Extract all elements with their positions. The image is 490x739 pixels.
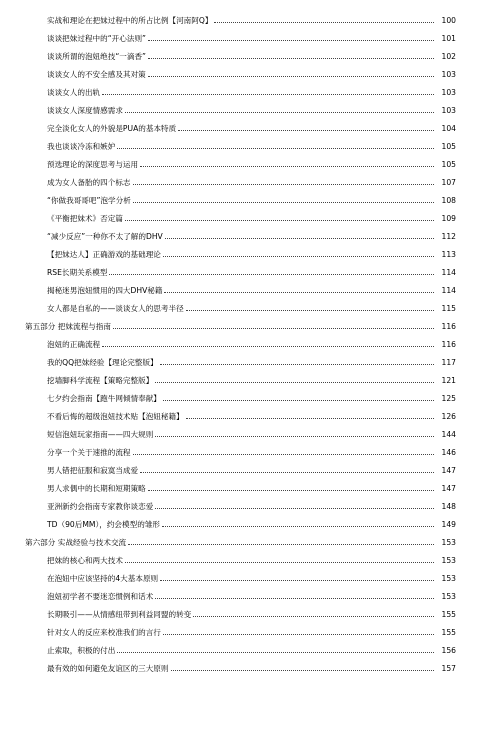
toc-dot-leader [165, 238, 434, 239]
toc-dot-leader [133, 184, 434, 185]
toc-entry-title: 成为女人备胎的四个标志 [47, 178, 131, 187]
toc-page-number: 148 [441, 502, 456, 511]
toc-dot-leader [155, 508, 434, 509]
toc-dot-leader [178, 130, 434, 131]
toc-page-number: 153 [441, 592, 456, 601]
toc-entry[interactable] [0, 332, 490, 350]
toc-dot-leader [164, 292, 434, 293]
toc-entry[interactable] [0, 224, 490, 242]
table-of-contents [0, 8, 490, 674]
toc-page-number: 156 [441, 646, 456, 655]
toc-entry[interactable] [0, 656, 490, 674]
toc-entry-title: 第五部分 把妹流程与指南 [25, 322, 111, 331]
toc-page-number: 125 [441, 394, 456, 403]
toc-entry-title: 完全淡化女人的外貌是PUA的基本特质 [47, 124, 177, 133]
toc-entry-title: RSE长期关系模型 [47, 268, 108, 277]
toc-dot-leader [133, 202, 434, 203]
toc-entry[interactable] [0, 476, 490, 494]
toc-entry-title: 谈谈女人的出轨 [47, 88, 101, 97]
toc-page-number: 108 [441, 196, 456, 205]
toc-page-number: 102 [441, 52, 456, 61]
toc-entry[interactable] [0, 134, 490, 152]
toc-page-number: 112 [441, 232, 456, 241]
toc-dot-leader [186, 418, 434, 419]
toc-dot-leader [125, 562, 434, 563]
toc-entry[interactable] [0, 386, 490, 404]
toc-page-number: 147 [441, 466, 456, 475]
toc-entry[interactable] [0, 44, 490, 62]
toc-entry-title: 长期吸引——从情感纽带到利益同盟的转变 [47, 610, 192, 619]
toc-dot-leader [148, 76, 434, 77]
toc-page-number: 121 [441, 376, 456, 385]
toc-page-number: 155 [441, 610, 456, 619]
toc-dot-leader [163, 634, 434, 635]
toc-entry-title: 我也谈谈冷冻和嫉妒 [47, 142, 116, 151]
toc-page-number: 104 [441, 124, 456, 133]
toc-dot-leader [160, 580, 434, 581]
toc-page-number: 153 [441, 538, 456, 547]
toc-page-number: 126 [441, 412, 456, 421]
toc-page-number: 117 [441, 358, 456, 367]
toc-dot-leader [102, 94, 434, 95]
toc-page-number: 114 [441, 286, 456, 295]
toc-page-number: 101 [441, 34, 456, 43]
toc-entry-title: 《平衡把妹术》否定篇 [47, 214, 123, 223]
toc-entry-title: 谈谈所谓的泡妞绝技“一滴香” [47, 52, 146, 61]
toc-entry[interactable] [0, 584, 490, 602]
toc-section-heading[interactable] [0, 314, 490, 332]
toc-page-number: 144 [441, 430, 456, 439]
toc-entry-title: 短信泡妞玩家指南——四大规则 [47, 430, 154, 439]
toc-entry[interactable] [0, 62, 490, 80]
toc-dot-leader [140, 166, 434, 167]
toc-page-number: 105 [441, 160, 456, 169]
toc-entry[interactable] [0, 26, 490, 44]
toc-entry-title: 针对女人的反应来校准我们的言行 [47, 628, 161, 637]
toc-entry-title: 谈谈女人深度情感需求 [47, 106, 123, 115]
toc-entry-title: “减少反应”一种你不太了解的DHV [47, 232, 163, 241]
toc-entry-title: TD（90后MM），约会模型的雏形 [47, 520, 160, 529]
toc-dot-leader [148, 490, 434, 491]
toc-dot-leader [163, 256, 434, 257]
toc-entry[interactable] [0, 242, 490, 260]
toc-page-number: 116 [441, 322, 456, 331]
toc-entry[interactable] [0, 494, 490, 512]
toc-page-number: 107 [441, 178, 456, 187]
toc-dot-leader [125, 112, 434, 113]
toc-entry[interactable] [0, 404, 490, 422]
toc-dot-leader [214, 22, 434, 23]
toc-dot-leader [162, 526, 434, 527]
toc-dot-leader [160, 364, 434, 365]
toc-page-number: 113 [441, 250, 456, 259]
toc-entry[interactable] [0, 98, 490, 116]
toc-entry-title: “你做我哥哥吧”泡学分析 [47, 196, 131, 205]
toc-page-number: 157 [441, 664, 456, 673]
toc-entry-title: 把妹的核心和两大技术 [47, 556, 123, 565]
toc-page-number: 153 [441, 574, 456, 583]
toc-dot-leader [109, 274, 434, 275]
toc-entry-title: 最有效的如何避免友谊区的三大原则 [47, 664, 169, 673]
toc-page-number: 115 [441, 304, 456, 313]
toc-entry[interactable] [0, 188, 490, 206]
toc-entry-title: 男人求偶中的长期和短期策略 [47, 484, 146, 493]
toc-page-number: 155 [441, 628, 456, 637]
toc-entry[interactable] [0, 458, 490, 476]
toc-page-number: 103 [441, 70, 456, 79]
toc-dot-leader [117, 148, 434, 149]
toc-entry-title: 挖墙脚科学流程【策略完整版】 [47, 376, 154, 385]
toc-page-number: 109 [441, 214, 456, 223]
toc-entry-title: 不看后悔的超级泡妞技术贴【泡妞秘籍】 [47, 412, 184, 421]
toc-entry-title: 七夕约会指南【跑牛网倾情奉献】 [47, 394, 161, 403]
toc-entry-title: 预选理论的深度思考与运用 [47, 160, 139, 169]
toc-dot-leader [155, 436, 434, 437]
toc-entry[interactable] [0, 440, 490, 458]
toc-page-number: 149 [441, 520, 456, 529]
toc-entry[interactable] [0, 422, 490, 440]
toc-section-heading[interactable] [0, 530, 490, 548]
toc-dot-leader [140, 472, 434, 473]
toc-page-number: 103 [441, 88, 456, 97]
toc-dot-leader [148, 40, 434, 41]
toc-entry-title: 女人都是自私的——谈谈女人的思考半径 [47, 304, 184, 313]
toc-entry-title: 【把妹达人】正确游戏的基础理论 [47, 250, 161, 259]
toc-entry-title: 谈谈把妹过程中的“开心法则” [47, 34, 146, 43]
toc-dot-leader [193, 616, 434, 617]
toc-entry[interactable] [0, 638, 490, 656]
toc-entry-title: 止索取，积极的付出 [47, 646, 116, 655]
toc-entry[interactable] [0, 368, 490, 386]
toc-page-number: 103 [441, 106, 456, 115]
toc-entry-title: 亚洲新约会指南专家教你谈恋爱 [47, 502, 154, 511]
toc-entry[interactable] [0, 350, 490, 368]
toc-entry-title: 我的QQ把妹经验【理论完整版】 [47, 358, 158, 367]
toc-dot-leader [117, 652, 434, 653]
toc-entry-title: 实战和理论在把妹过程中的所占比例【河南阿Q】 [47, 16, 213, 25]
toc-dot-leader [155, 598, 434, 599]
toc-page-number: 147 [441, 484, 456, 493]
toc-entry[interactable] [0, 566, 490, 584]
toc-page-number: 146 [441, 448, 456, 457]
toc-entry[interactable] [0, 170, 490, 188]
toc-entry[interactable] [0, 116, 490, 134]
toc-entry[interactable] [0, 602, 490, 620]
toc-page-number: 114 [441, 268, 456, 277]
toc-dot-leader [102, 346, 434, 347]
toc-dot-leader [113, 328, 434, 329]
toc-entry[interactable] [0, 8, 490, 26]
toc-dot-leader [133, 454, 434, 455]
toc-dot-leader [125, 220, 434, 221]
toc-entry-title: 分享一个关于速推的流程 [47, 448, 131, 457]
toc-page-number: 153 [441, 556, 456, 565]
toc-dot-leader [171, 670, 435, 671]
toc-dot-leader [163, 400, 434, 401]
toc-entry-title: 揭秘迷男泡妞惯用的四大DHV秘籍 [47, 286, 163, 295]
toc-entry-title: 谈谈女人的不安全感及其对策 [47, 70, 146, 79]
toc-entry-title: 泡妞的正确流程 [47, 340, 101, 349]
toc-dot-leader [186, 310, 434, 311]
toc-entry[interactable] [0, 512, 490, 530]
toc-entry[interactable] [0, 278, 490, 296]
toc-entry-title: 第六部分 实战经验与技术交流 [25, 538, 127, 547]
toc-page-number: 105 [441, 142, 456, 151]
toc-dot-leader [148, 58, 434, 59]
toc-entry[interactable] [0, 80, 490, 98]
toc-dot-leader [128, 544, 434, 545]
toc-entry[interactable] [0, 620, 490, 638]
toc-entry[interactable] [0, 206, 490, 224]
toc-page-number: 116 [441, 340, 456, 349]
toc-page-number: 100 [441, 16, 456, 25]
toc-entry[interactable] [0, 260, 490, 278]
toc-entry-title: 在泡妞中应该坚持的4大基本原则 [47, 574, 159, 583]
toc-entry[interactable] [0, 296, 490, 314]
toc-entry-title: 男人错把征服和寂寞当成爱 [47, 466, 139, 475]
toc-entry[interactable] [0, 548, 490, 566]
toc-entry-title: 泡妞初学者不要迷恋惯例和话术 [47, 592, 154, 601]
toc-dot-leader [155, 382, 434, 383]
toc-entry[interactable] [0, 152, 490, 170]
